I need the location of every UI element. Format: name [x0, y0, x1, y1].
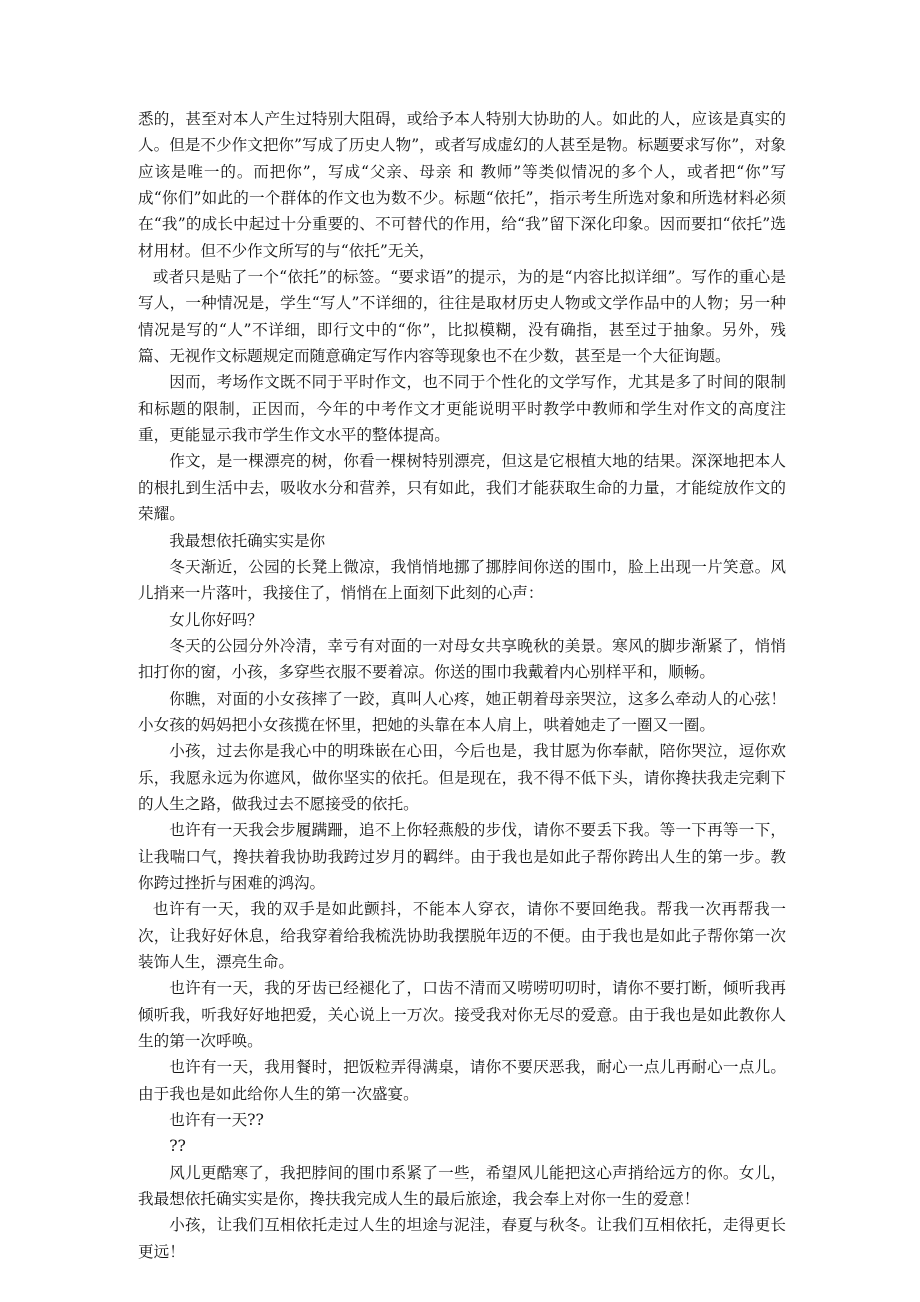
- letter-greeting: 女儿你好吗？: [169, 610, 263, 629]
- paragraph-3: 因而，考场作文既不同于平时作文，也不同于个性化的文学写作，尤其是多了时间的限制和标题的限制，正因而，今年的中考作文才更能说明平时教学中教师和学生对作文的高度注重，更能显示我市学生作文水平的整体提高。: [138, 373, 786, 445]
- paragraph-9: 你瞧，对面的小女孩摔了一跤，真叫人心疼，她正朝着母亲哭泣，这多么牵动人的心弦！小女孩的妈妈把小女孩揽在怀里，把她的头靠在本人肩上，哄着她走了一圈又一圈。: [138, 689, 786, 734]
- paragraph-10: 小孩，过去你是我心中的明珠嵌在心田，今后也是，我甘愿为你奉献，陪你哭泣，逗你欢乐，我愿永远为你遮风，做你坚实的依托。但是现在，我不得不低下头，请你搀扶我走完剩下的人生之路，做我过去不愿接受的依托。: [138, 742, 786, 813]
- essay-title: 我最想依托确实实是你: [169, 531, 326, 550]
- document-body: [138, 106, 786, 1265]
- paragraph-17: 风儿更酷寒了，我把脖间的围巾系紧了一些，希望风儿能把这心声捎给远方的你。女儿，我最想依托确实实是你，搀扶我完成人生的最后旅途，我会奉上对你一生的爱意！: [138, 1163, 786, 1209]
- paragraph-1: 悉的，甚至对本人产生过特别大阻碍，或给予本人特别大协助的人。如此的人，应该是真实的人。但是不少作文把你”写成了历史人物”，或者写成虚幻的人甚至是物。标题要求写你”，对象应该是唯一的。而把你”，写成“父亲、母亲 和 教师”等类似情况的多个人，或者把“你”写成“你们”如此的一个群体的作文也为数不少。标题“依托”，指示考生所选对象和所选材料必须在“我”的成长中起过十分重要的、不可替代的作用，给“我”留下深化印象。因而要扣“依托”选材用材。但不少作文所写的与“依托”无关，: [138, 110, 786, 260]
- paragraph-16: ??: [169, 1137, 186, 1156]
- paragraph-14: 也许有一天，我用餐时，把饭粒弄得满桌，请你不要厌恶我，耐心一点儿再耐心一点儿。由于我也是如此给你人生的第一次盛宴。: [138, 1058, 786, 1103]
- paragraph-15: 也许有一天??: [169, 1111, 264, 1130]
- paragraph-12: 也许有一天，我的双手是如此颤抖，不能本人穿衣，请你不要回绝我。帮我一次再帮我一次，让我好好休息，给我穿着给我梳洗协助我摆脱年迈的不便。由于我也是如此子帮你第一次装饰人生，漂亮生命。: [138, 900, 786, 971]
- paragraph-4: 作文，是一棵漂亮的树，你看一棵树特别漂亮，但这是它根植大地的结果。深深地把本人的根扎到生活中去，吸收水分和营养，只有如此，我们才能获取生命的力量，才能绽放作文的荣耀。: [138, 452, 786, 524]
- paragraph-11: 也许有一天我会步履蹒跚，追不上你轻燕般的步伐，请你不要丢下我。等一下再等一下，让我喘口气，搀扶着我协助我跨过岁月的羁绊。由于我也是如此子帮你跨出人生的第一步。教你跨过挫折与困难的鸿沟。: [138, 821, 786, 892]
- paragraph-18: 小孩，让我们互相依托走过人生的坦途与泥洼，春夏与秋冬。让我们互相依托，走得更长更远！: [138, 1216, 786, 1261]
- paragraph-2: 或者只是贴了一个“依托”的标签。“要求语”的提示，为的是“内容比拟详细”。写作的重心是写人，一种情况是，学生“写人”不详细的，往往是取材历史人物或文学作品中的人物；另一种情况是写的“人”不详细，即行文中的“你”，比拟模糊，没有确指，甚至过于抽象。另外，残篇、无视作文标题规定而随意确定写作内容等现象也不在少数，甚至是一个大征询题。: [138, 268, 786, 366]
- paragraph-8: 冬天的公园分外冷清，幸亏有对面的一对母女共享晚秋的美景。寒风的脚步渐紧了，悄悄扣打你的窗，小孩，多穿些衣服不要着凉。你送的围巾我戴着内心别样平和，顺畅。: [138, 636, 786, 682]
- paragraph-13: 也许有一天，我的牙齿已经褪化了，口齿不清而又唠唠叨叨时，请你不要打断，倾听我再倾听我，听我好好地把爱，关心说上一万次。接受我对你无尽的爱意。由于我也是如此教你人生的第一次呼唤。: [138, 979, 786, 1051]
- paragraph-6: 冬天渐近，公园的长凳上微凉，我悄悄地挪了挪脖间你送的围巾，脸上出现一片笑意。风儿捎来一片落叶，我接住了，悄悄在上面刻下此刻的心声：: [138, 557, 786, 603]
